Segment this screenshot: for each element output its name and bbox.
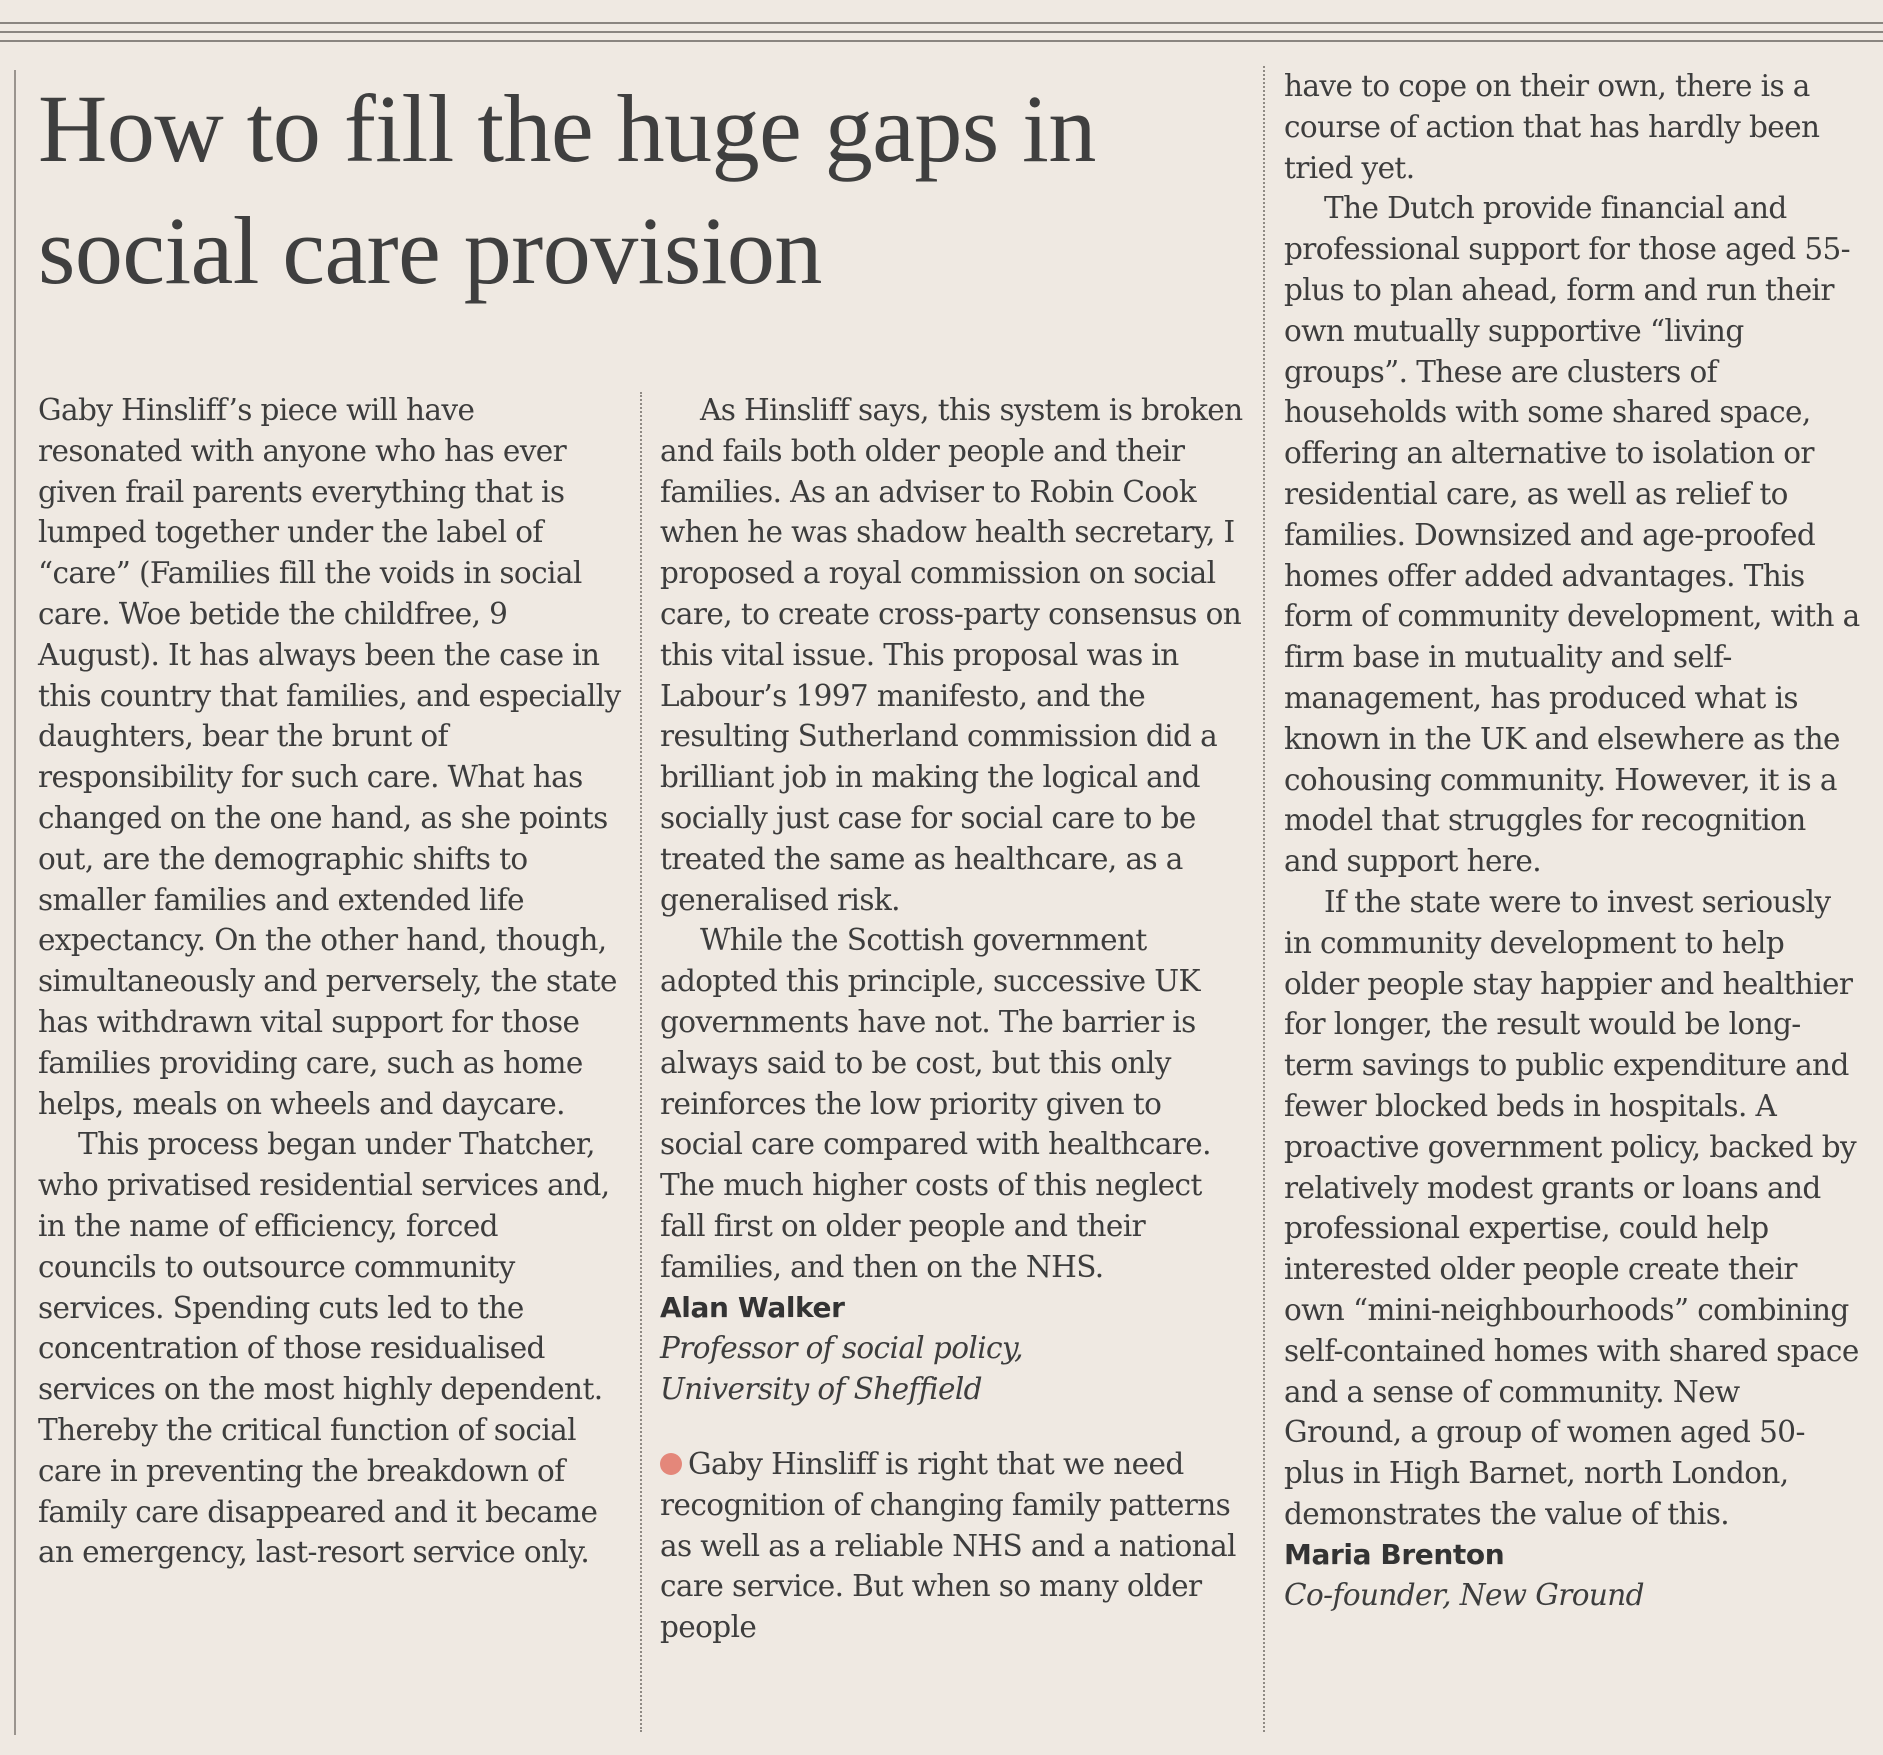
letter1-author-name: Alan Walker	[660, 1290, 845, 1324]
top-rule-3	[0, 40, 1883, 42]
letter-separator-gap	[660, 1410, 1245, 1444]
top-rule-2	[0, 31, 1883, 33]
column-divider-2	[1263, 66, 1265, 1732]
column-divider-1	[640, 392, 642, 1732]
column-1	[38, 390, 623, 1573]
letter2-author-name: Maria Brenton	[1284, 1537, 1505, 1571]
letter1-author-role-1: Professor of social policy,	[660, 1331, 1023, 1366]
left-margin-rule	[14, 70, 16, 1735]
letter2-paragraph-2: The Dutch provide financial and professional support for those aged 55-plus to plan ahead, form and run their own mutually supportive “living groups”. These are clusters of households with some shared space, offering an alternative to isolation or residential care, as well as relief to families. Downsized and age-proofed homes offer added advantages. This form of community development, with a firm base in mutuality and self-management, has produced what is known in the UK and elsewhere as the cohousing community. However, it is a model that struggles for recognition and support here.	[1284, 191, 1860, 879]
letter2-paragraph-1a-text: Gaby Hinsliff is right that we need recognition of changing family patterns as well as a reliable NHS and a national care service. But when so many older people	[660, 1446, 1236, 1645]
column-2	[660, 390, 1245, 1648]
letter1-paragraph-2: This process began under Thatcher, who privatised residential services and, in the name of efficiency, forced councils to outsource community services. Spending cuts led to the concentration of those residualised services on the most highly dependent. Thereby the critical function of social care in preventing the breakdown of family care disappeared and it became an emergency, last-resort service only.	[38, 1127, 610, 1570]
letter2-paragraph-3: If the state were to invest seriously in community development to help older people stay happier and healthier for longer, the result would be long-term savings to public expenditure and fewer blocked beds in hospitals. A proactive government policy, backed by relatively modest grants or loans and professional expertise, could help interested older people create their own “mini-neighbourhoods” combining self-contained homes with shared space and a sense of community. New Ground, a group of women aged 50-plus in High Barnet, north London, demonstrates the value of this.	[1284, 884, 1859, 1531]
letter1-paragraph-1: Gaby Hinsliff’s piece will have resonated with anyone who has ever given frail parents everything that is lumped together under the label of “care” (Families fill the voids in social care. Woe betide the childfree, 9 August). It has always been the case in this country that families, and especially daughters, bear the brunt of responsibility for such care. What has changed on the one hand, as she points out, are the demographic shifts to smaller families and extended life expectancy. On the other hand, though, simultaneously and perversely, the state has withdrawn vital support for those families providing care, such as home helps, meals on wheels and daycare.	[38, 393, 621, 1121]
headline: How to fill the huge gaps in social care provision	[38, 75, 1096, 304]
letter2-paragraph-1b: have to cope on their own, there is a course of action that has hardly been tried yet.	[1284, 69, 1820, 185]
letter1-paragraph-4: While the Scottish government adopted this principle, successive UK governments have not. The barrier is always said to be cost, but this only reinforces the low priority given to social care compared with healthcare. The much higher costs of this neglect fall first on older people and their families, and then on the NHS.	[660, 923, 1211, 1284]
letter-bullet-icon	[660, 1453, 682, 1475]
letter1-paragraph-3: As Hinsliff says, this system is broken and fails both older people and their families. As an adviser to Robin Cook when he was shadow health secretary, I proposed a royal commission on social care, to create cross-party consensus on this vital issue. This proposal was in Labour’s 1997 manifesto, and the resulting Sutherland commission did a brilliant job in making the logical and socially just case for social care to be treated the same as healthcare, as a generalised risk.	[660, 393, 1243, 917]
top-rules	[0, 0, 1883, 60]
letter1-author-role-2: University of Sheffield	[660, 1372, 982, 1407]
letter2-author-role: Co-founder, New Ground	[1284, 1578, 1644, 1613]
letter2-paragraph-1a	[660, 1444, 1245, 1648]
top-rule-1	[0, 22, 1883, 24]
column-3	[1284, 66, 1864, 1616]
